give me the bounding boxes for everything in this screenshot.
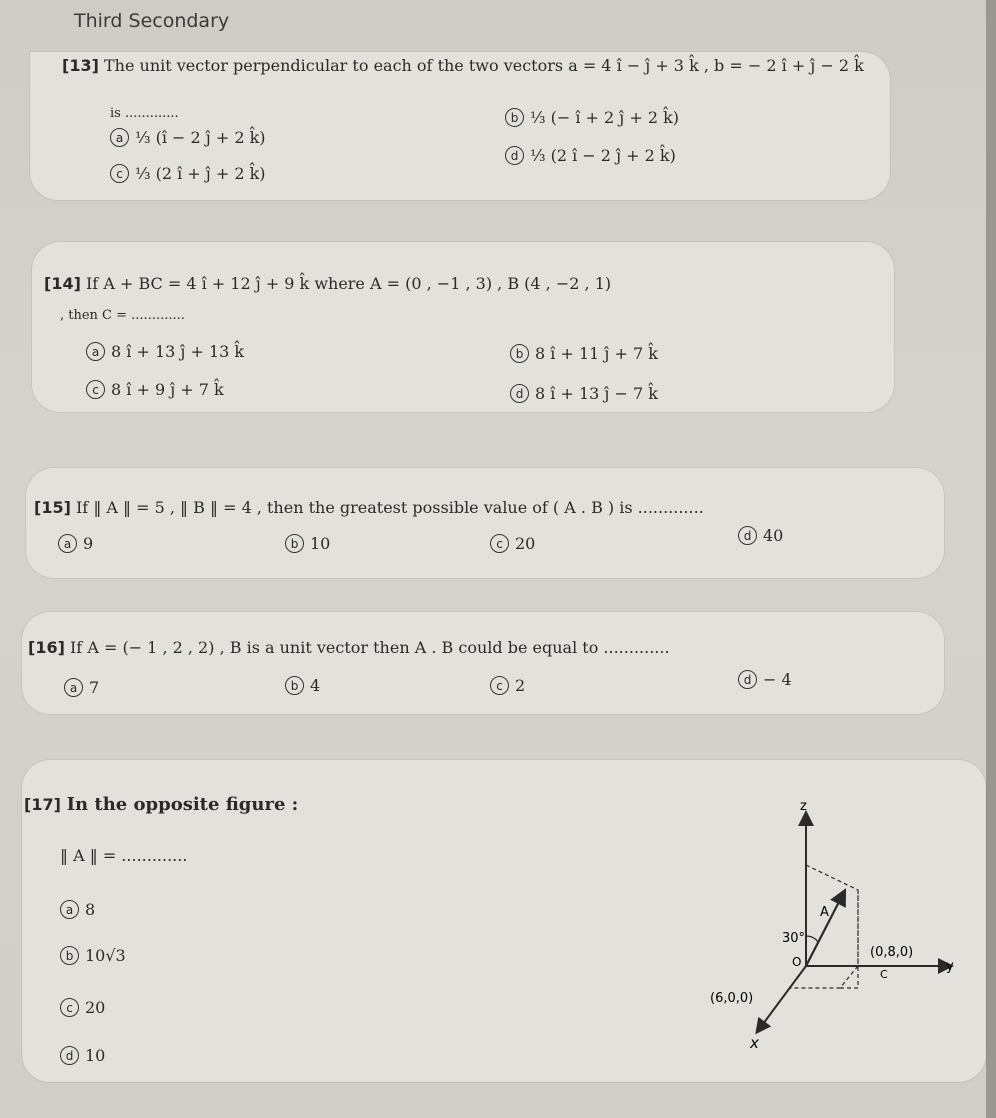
- page-header: Third Secondary: [74, 10, 230, 32]
- option-b[interactable]: [285, 534, 330, 553]
- option-text: 10: [310, 534, 331, 553]
- option-d[interactable]: [505, 146, 676, 165]
- option-d[interactable]: [738, 670, 792, 689]
- y-label: y: [946, 959, 954, 974]
- option-letter: d: [60, 1046, 79, 1065]
- option-b[interactable]: [285, 676, 320, 695]
- option-c[interactable]: [110, 164, 266, 183]
- option-letter: d: [510, 384, 529, 403]
- option-a[interactable]: [64, 678, 99, 697]
- question-number: [17]: [24, 795, 61, 814]
- option-text: 8 î + 13 ĵ + 13 k̂: [111, 342, 245, 361]
- option-letter: c: [86, 380, 105, 399]
- option-text: 8 î + 13 ĵ − 7 k̂: [535, 384, 658, 403]
- option-d[interactable]: [60, 1046, 105, 1065]
- question-14-tail: , then C = .............: [60, 308, 185, 323]
- option-text: − 4: [763, 670, 792, 689]
- option-text: ⅓ (2 î + ĵ + 2 k̂): [135, 164, 266, 183]
- question-number: [15]: [34, 498, 71, 517]
- option-letter: d: [505, 146, 524, 165]
- option-text: ⅓ (− î + 2 ĵ + 2 k̂): [530, 108, 680, 127]
- question-17-statement: In the opposite figure :: [66, 794, 299, 815]
- question-16-statement: If A = (− 1 , 2 , 2) , B is a unit vector then A . B could be equal to .............: [69, 638, 670, 657]
- option-text: ⅓ (2 î − 2 ĵ + 2 k̂): [530, 146, 676, 165]
- question-13-tail: is .............: [110, 106, 179, 121]
- option-letter: c: [60, 998, 79, 1017]
- option-text: 10: [85, 1046, 106, 1065]
- option-c[interactable]: [490, 676, 525, 695]
- question-15-box: [26, 468, 944, 578]
- option-letter: a: [110, 128, 129, 147]
- option-c[interactable]: [490, 534, 535, 553]
- question-17-sub: ‖ A ‖ = .............: [60, 846, 188, 865]
- option-text: 8: [85, 900, 96, 919]
- option-text: 20: [515, 534, 536, 553]
- axes-figure: [710, 790, 970, 1070]
- angle-label: 30°: [782, 931, 806, 946]
- option-text: 10√3: [85, 946, 126, 965]
- point-x-label: (6,0,0): [710, 991, 754, 1006]
- origin-label: O: [792, 955, 802, 969]
- option-text: 40: [763, 526, 784, 545]
- point-y-label: (0,8,0): [870, 945, 914, 960]
- option-text: 2: [515, 676, 526, 695]
- option-a[interactable]: [86, 342, 244, 361]
- c-label: C: [880, 968, 888, 981]
- question-number: [14]: [44, 274, 81, 293]
- question-number: [16]: [28, 638, 65, 657]
- option-text: 8 î + 11 ĵ + 7 k̂: [535, 344, 658, 363]
- option-c[interactable]: [86, 380, 224, 399]
- question-15-text: [34, 498, 704, 517]
- option-b[interactable]: [60, 946, 126, 965]
- option-c[interactable]: [60, 998, 105, 1017]
- option-letter: c: [110, 164, 129, 183]
- option-letter: a: [64, 678, 83, 697]
- option-text: 7: [89, 678, 100, 697]
- question-13-text: [62, 56, 864, 75]
- option-text: 9: [83, 534, 94, 553]
- option-text: 8 î + 9 ĵ + 7 k̂: [111, 380, 224, 399]
- option-text: 4: [310, 676, 321, 695]
- question-15-statement: If ‖ A ‖ = 5 , ‖ B ‖ = 4 , then the greatest possible value of ( A . B ) is .............: [75, 498, 704, 517]
- option-letter: c: [490, 676, 509, 695]
- option-letter: c: [490, 534, 509, 553]
- option-d[interactable]: [510, 384, 658, 403]
- option-text: ⅓ (î − 2 ĵ + 2 k̂): [135, 128, 266, 147]
- question-13-statement: The unit vector perpendicular to each of the two vectors: [103, 56, 564, 75]
- dashed-guides: [790, 865, 858, 988]
- option-a[interactable]: [60, 900, 95, 919]
- question-number: [13]: [62, 56, 99, 75]
- option-letter: a: [86, 342, 105, 361]
- question-14-text: [44, 274, 611, 293]
- option-a[interactable]: [58, 534, 93, 553]
- question-17-text: [24, 794, 298, 815]
- question-16-text: [28, 638, 670, 657]
- question-13-vectors: a = 4 î − ĵ + 3 k̂ , b = − 2 î + ĵ − 2 k̂: [568, 56, 864, 75]
- option-b[interactable]: [510, 344, 658, 363]
- option-b[interactable]: [505, 108, 679, 127]
- option-letter: a: [58, 534, 77, 553]
- vector-label: A: [820, 905, 829, 920]
- x-axis: [760, 966, 806, 1028]
- x-label: x: [750, 1034, 759, 1052]
- option-letter: a: [60, 900, 79, 919]
- option-letter: b: [60, 946, 79, 965]
- question-14-statement: If A + BC = 4 î + 12 ĵ + 9 k̂ where A = (0 , −1 , 3) , B (4 , −2 , 1): [85, 274, 612, 293]
- option-text: 20: [85, 998, 106, 1017]
- option-letter: d: [738, 670, 757, 689]
- option-letter: b: [285, 534, 304, 553]
- option-letter: b: [510, 344, 529, 363]
- angle-arc: [806, 936, 818, 942]
- option-letter: b: [285, 676, 304, 695]
- question-16-box: [22, 612, 944, 714]
- option-letter: d: [738, 526, 757, 545]
- z-label: z: [800, 799, 807, 814]
- option-letter: b: [505, 108, 524, 127]
- option-a[interactable]: [110, 128, 266, 147]
- page-edge: [986, 0, 996, 1118]
- option-d[interactable]: [738, 526, 783, 545]
